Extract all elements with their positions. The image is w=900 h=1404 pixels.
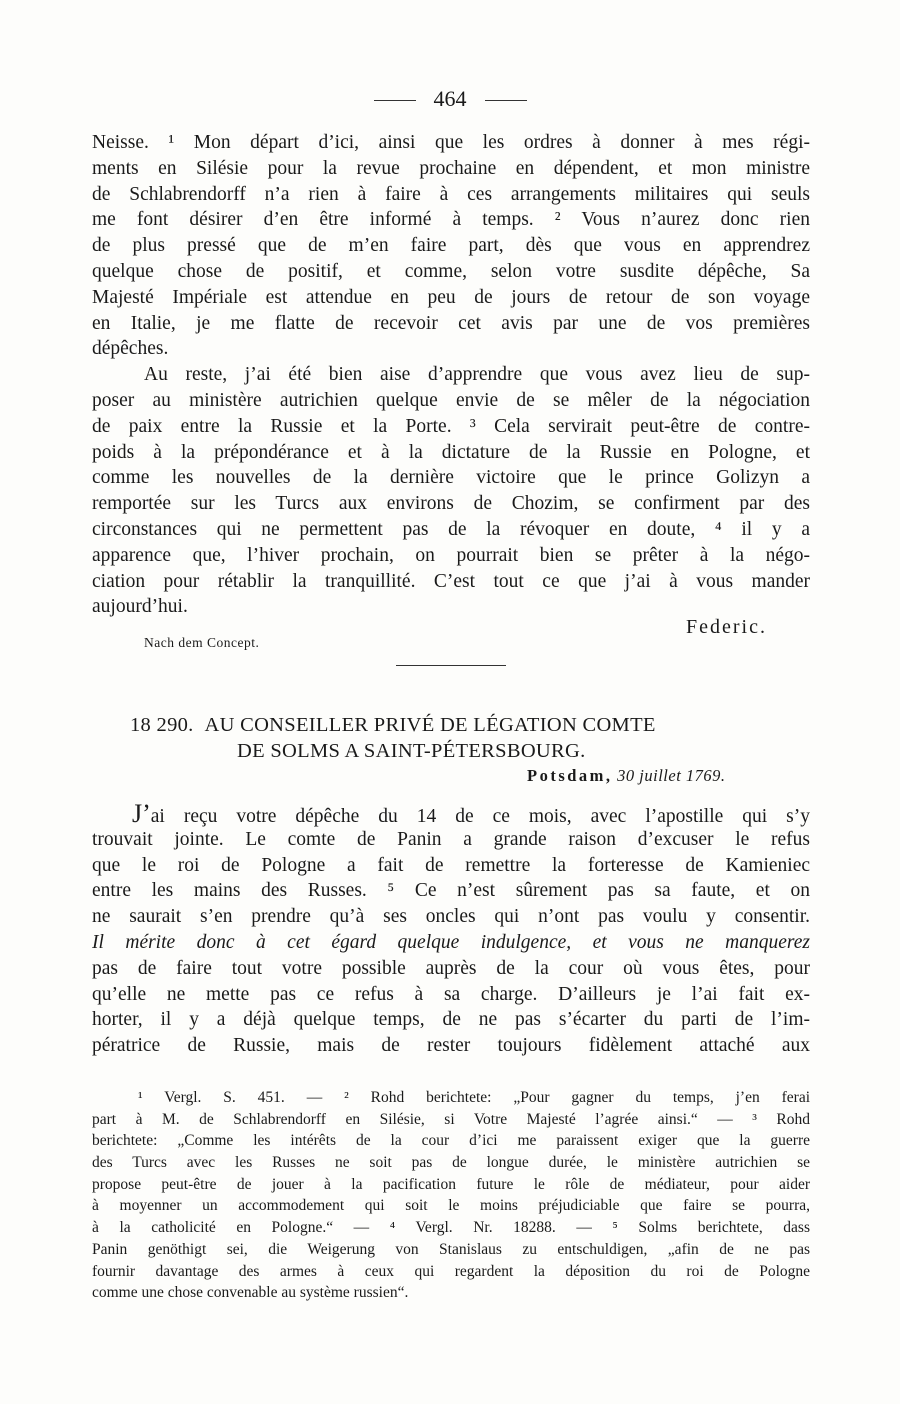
text-line: Au reste, j’ai été bien aise d’apprendre que vous avez lieu de sup- <box>144 364 810 386</box>
footnote-line: Panin genöthigt sei, die Weigerung von Stanislaus zu entschuldigen, „afin de ne pas <box>92 1240 810 1258</box>
text-line: ciation pour rétablir la tranquillité. C’est tout ce que j’ai à vous mander <box>92 570 810 592</box>
text-line: ne saurait s’en prendre qu’à ses oncles qui n’ont pas voulu y consentir. <box>92 906 810 928</box>
footnote-line: à moyenner un accommodement qui soit le moins préjudiciable que faire se pourra, <box>92 1197 810 1215</box>
source-note: Nach dem Concept. <box>144 635 260 650</box>
text-line: aujourd’hui. <box>92 596 188 618</box>
footnote-line: berichtete: „Comme les intérêts de la cour d’ici me paraissent exiger que la guerre <box>92 1132 810 1150</box>
footnote-line: fournir davantage des armes à ceux qui regardent la déposition du roi de Pologne <box>92 1262 810 1280</box>
text-line: de Schlabrendorff n’a rien à faire à ces arrangements militaires qui seuls <box>92 183 810 205</box>
text-line: qu’elle ne mette pas ce refus à sa charge. D’ailleurs je l’ai fait ex- <box>92 983 810 1005</box>
text-line: que le roi de Pologne a fait de remettre la forteresse de Kamieniec <box>92 854 810 876</box>
page-number-dash-right <box>485 100 527 101</box>
page-number-dash-left <box>374 100 416 101</box>
text-line: circonstances qui ne permettent pas de la révoquer en doute, ⁴ il y a <box>92 518 810 540</box>
text-line: quelque chose de positif, et comme, selon votre susdite dépêche, Sa <box>92 260 810 282</box>
text-line: apparence que, l’hiver prochain, on pourrait bien se prêter à la négo- <box>92 544 810 566</box>
footnote-line: ¹ Vergl. S. 451. — ² Rohd berichtete: „Pour gagner du temps, j’en ferai <box>138 1089 810 1106</box>
section-divider <box>396 665 506 666</box>
page-number-text: 464 <box>433 86 467 111</box>
text-line: en Italie, je me flatte de recevoir cet avis par une de vos premières <box>92 312 810 334</box>
footnote-line: à la catholicité en Pologne.“ — ⁴ Vergl. Nr. 18288. — ⁵ Solms berichtete, dass <box>92 1219 810 1237</box>
dateline-date: 30 juillet 1769. <box>617 766 726 785</box>
text-line: poids à la prépondérance et à la dictature de la Russie en Pologne, et <box>92 441 810 463</box>
text-line: me font désirer d’en être informé à temps. ² Vous n’aurez donc rien <box>92 209 810 231</box>
signature: Federic. <box>686 616 767 638</box>
text-line: dépêches. <box>92 338 169 360</box>
footnote-line: comme une chose convenable au système russien“. <box>92 1284 409 1302</box>
text-line: poser au ministère autrichien quelque envie de se mêler de la négociation <box>92 389 810 411</box>
text-line: remportée sur les Turcs aux environs de Chozim, se confirment par des <box>92 493 810 515</box>
footnote-line: propose peut-être de jouer à la pacification future le rôle de médiateur, pour aider <box>92 1175 810 1193</box>
text-line: trouvait jointe. Le comte de Panin a grande raison d’excuser le refus <box>92 828 810 850</box>
text-line: pératrice de Russie, mais de rester toujours fidèlement attaché aux <box>92 1035 810 1057</box>
text-line: Neisse. ¹ Mon départ d’ici, ainsi que les ordres à donner à mes régi- <box>92 132 810 153</box>
text-line: comme les nouvelles de la dernière victoire que le prince Golizyn a <box>92 467 810 489</box>
letter-heading-line2: DE SOLMS A SAINT-PÉTERSBOURG. <box>237 740 586 762</box>
page-number <box>0 84 900 114</box>
text-line: J’ai reçu votre dépêche du 14 de ce mois, avec l’apostille qui s’y <box>132 801 810 827</box>
letter-number: 18 290. <box>130 714 194 736</box>
footnote-line: part à M. de Schlabrendorff en Silésie, si Votre Majesté l’agrée ainsi.“ — ³ Rohd <box>92 1110 810 1128</box>
text-line: horter, il y a déjà quelque temps, de ne pas s’écarter du parti de l’im- <box>92 1009 810 1031</box>
text-line: de plus pressé que de m’en faire part, dès que vous en apprendrez <box>92 235 810 257</box>
letter-body <box>92 801 810 1059</box>
text-line: pas de faire tout votre possible auprès de la cour où vous êtes, pour <box>92 957 810 979</box>
text-line: de paix entre la Russie et la Porte. ³ Cela servirait peut-être de contre- <box>92 415 810 437</box>
text-line: ments en Silésie pour la revue prochaine en dépendent, et mon ministre <box>92 157 810 179</box>
letter-heading-line1: AU CONSEILLER PRIVÉ DE LÉGATION COMTE <box>204 714 656 736</box>
footnote-line: des Turcs avec les Russes ne soit pas de longue durée, le ministère autrichien se <box>92 1154 810 1172</box>
text-line: Majesté Impériale est attendue en peu de jours de retour de son voyage <box>92 286 810 308</box>
dateline <box>527 765 726 787</box>
text-line: Il mérite donc à cet égard quelque indulgence, et vous ne manquerez <box>92 931 810 953</box>
text-line: entre les mains des Russes. ⁵ Ce n’est sûrement pas sa faute, et on <box>92 880 810 902</box>
dateline-place: Potsdam, <box>527 766 613 785</box>
footnotes <box>92 1087 810 1304</box>
letter-heading <box>130 712 780 738</box>
previous-letter-text <box>92 130 810 620</box>
